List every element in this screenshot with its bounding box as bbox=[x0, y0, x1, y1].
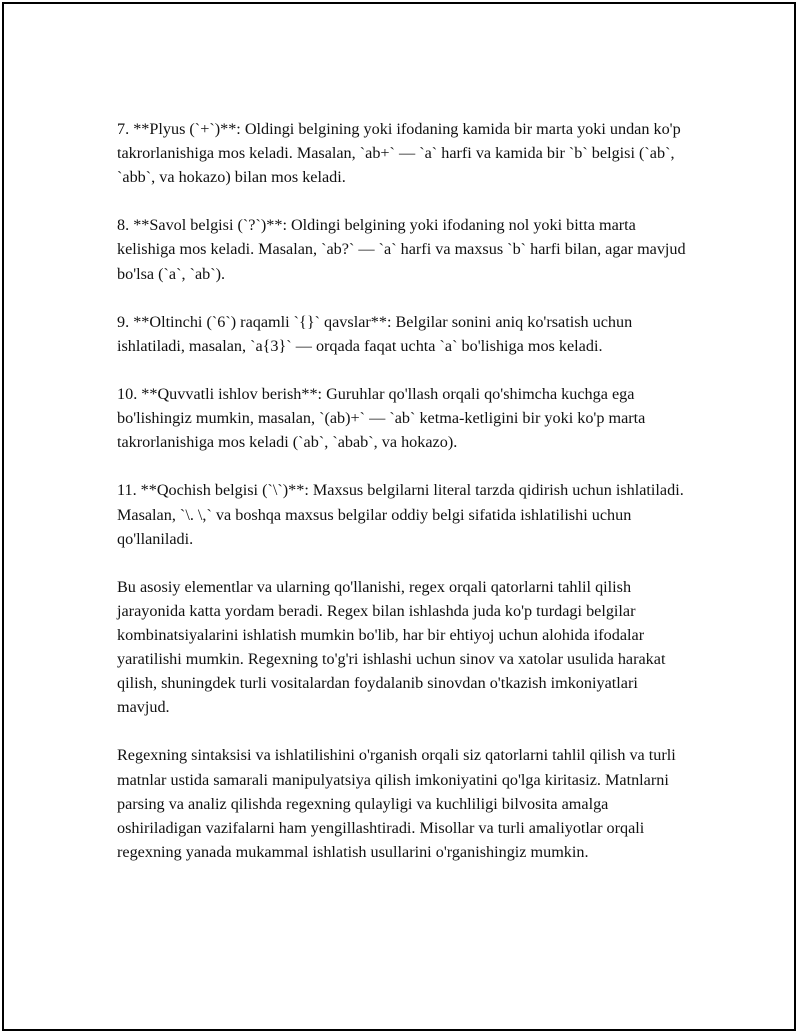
list-item-grouping: 10. **Quvvatli ishlov berish**: Guruhlar qo'llash orqali qo'shimcha kuchga ega bo'lishingiz mumkin, masalan, `(ab)+` — `ab` ketma-ketligini bir yoki ko'p marta takrorlanishiga mos keladi (`ab`, `abab`, va hokazo). bbox=[117, 385, 646, 452]
conclusion-paragraph: Regexning sintaksisi va ishlatilishini o'rganish orqali siz qatorlarni tahlil qilish va turli matnlar ustida samarali manipulyatsiya qilish imkoniyatini qo'lga kiritasiz. Matnlarni parsing va analiz qilishda regexning qulayligi va kuchliligi bilvosita amalga oshiriladigan vazifalarni ham yengillashtiradi. Misollar va turli amaliyotlar orqali regexning yanada mukammal ishlatish usullarini o'rganishingiz mumkin. bbox=[117, 746, 676, 861]
document-body bbox=[117, 117, 692, 888]
list-item-plus: 7. **Plyus (`+`)**: Oldingi belgining yoki ifodaning kamida bir marta yoki undan ko'p takrorlanishiga mos keladi. Masalan, `ab+` — `a` harfi va kamida bir `b` belgisi (`ab`, `abb`, va hokazo) bilan mos keladi. bbox=[117, 120, 681, 187]
list-item-braces: 9. **Oltinchi (`6`) raqamli `{}` qavslar**: Belgilar sonini aniq ko'rsatish uchun ishlatiladi, masalan, `a{3}` — orqada faqat uchta `a` bo'lishiga mos keladi. bbox=[117, 312, 633, 355]
list-item-escape: 11. **Qochish belgisi (`\`)**: Maxsus belgilarni literal tarzda qidirish uchun ishlatiladi. Masalan, `\. \,` va boshqa maxsus belgilar oddiy belgi sifatida ishlatilishi uchun qo'llaniladi. bbox=[117, 481, 684, 548]
summary-paragraph: Bu asosiy elementlar va ularning qo'llanishi, regex orqali qatorlarni tahlil qilish jarayonida katta yordam beradi. Regex bilan ishlashda juda ko'p turdagi belgilar kombinatsiyalarini ishlatish mumkin bo'lib, har bir ehtiyoj uchun alohida ifodalar yaratilishi mumkin. Regexning to'g'ri ishlashi uchun sinov va xatolar usulida harakat qilish, shuningdek turli vositalardan foydalanib sinovdan o'tkazish imkoniyatlari mavjud. bbox=[117, 577, 666, 717]
list-item-question-mark: 8. **Savol belgisi (`?`)**: Oldingi belgining yoki ifodaning nol yoki bitta marta kelishiga mos keladi. Masalan, `ab?` — `a` harfi va maxsus `b` harfi bilan, agar mavjud bo'lsa (`a`, `ab`). bbox=[117, 216, 686, 283]
